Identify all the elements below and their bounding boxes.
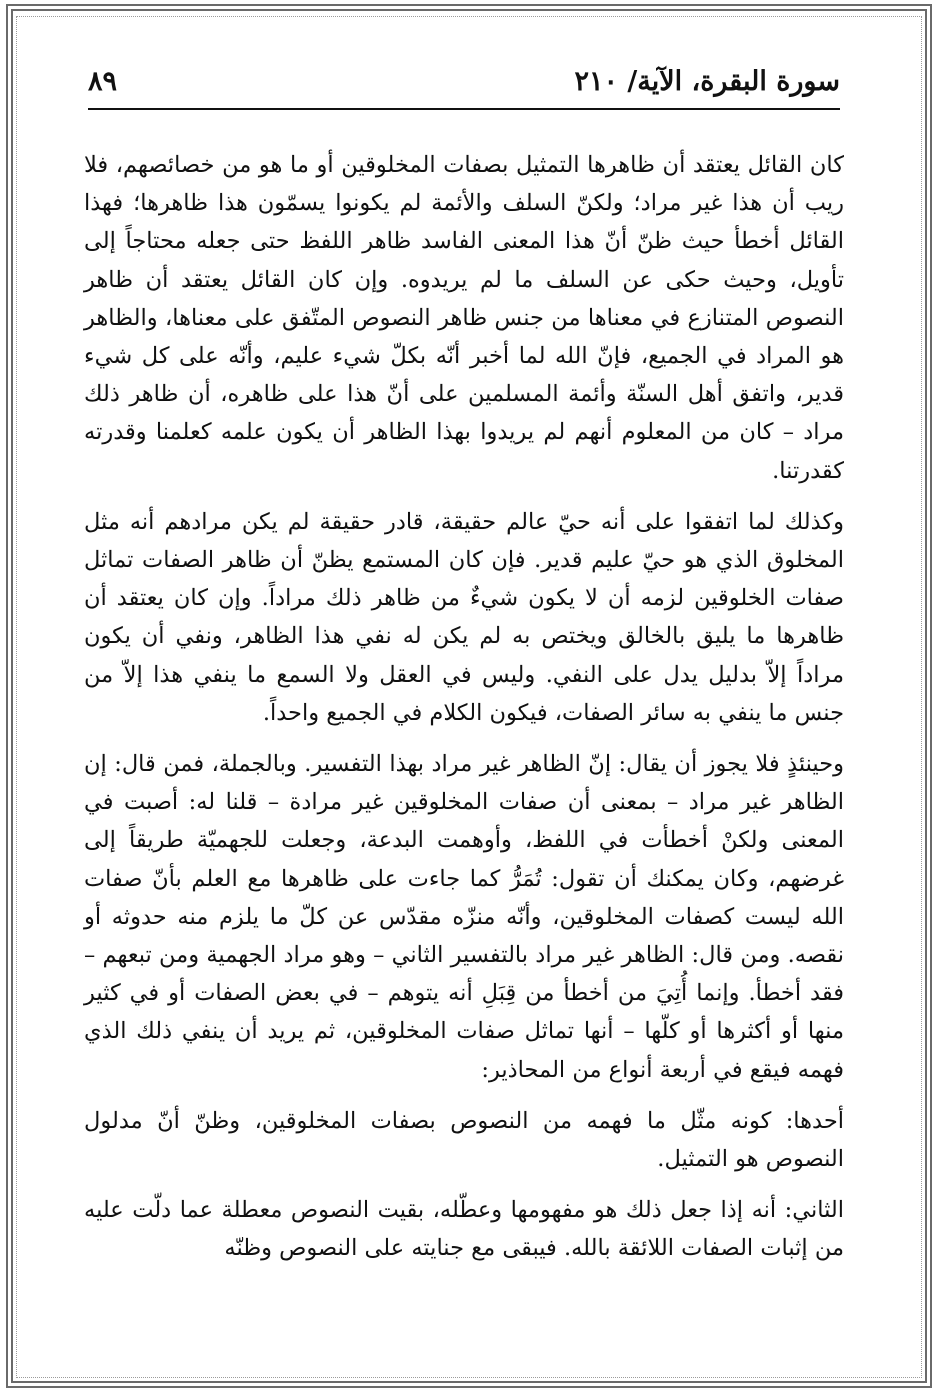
running-header <box>88 62 840 110</box>
page-number: ٨٩ <box>88 66 118 97</box>
surah-verse-title: سورة البقرة، الآية/ ٢١٠ <box>574 66 840 97</box>
paragraph: وحينئذٍ فلا يجوز أن يقال: إنّ الظاهر غير مراد بهذا التفسير. وبالجملة، فمن قال: إن الظاهر غير مراد – بمعنى أن صفات المخلوقين غير مرادة – قلنا له: أصبت في المعنى ولكنْ أخطأت في اللفظ، وأوهمت البدعة، وجعلت للجهميّة طريقاً إلى غرضهم، وكان يمكنك أن تقول: تُمَرُّ كما جاءت على ظاهرها مع العلم بأنّ صفات الله ليست كصفات المخلوقين، وأنّه منزّه مقدّس عن كلّ ما يلزم منه حدوثه أو نقصه. ومن قال: الظاهر غير مراد بالتفسير الثاني – وهو مراد الجهمية ومن تبعهم – فقد أخطأ. وإنما أُتِيَ من أخطأ من قِبَلِ أنه يتوهم – في بعض الصفات أو في كثير منها أو أكثرها أو كلّها – أنها تماثل صفات المخلوقين، ثم يريد أن ينفي ذلك الذي فهمه فيقع في أربعة أنواع من المحاذير: <box>84 751 844 1083</box>
paragraph: كان القائل يعتقد أن ظاهرها التمثيل بصفات المخلوقين أو ما هو من خصائصهم، فلا ريب أن هذا غير مراد؛ ولكنّ السلف والأئمة لم يكونوا يسمّون هذا ظاهرها؛ فهذا القائل أخطأ حيث ظنّ أنّ هذا المعنى الفاسد ظاهر اللفظ حتى جعله محتاجاً إلى تأويل، وحيث حكى عن السلف ما لم يريدوه. وإن كان القائل يعتقد أن ظاهر النصوص المتنازع في معناها من جنس ظاهر النصوص المتّفق على معناها، والظاهر هو المراد في الجميع، فإنّ الله لما أخبر أنّه بكلّ شيء عليم، وأنّه على كل شيء قدير، واتفق أهل السنّة وأئمة المسلمين على أنّ هذا على ظاهره، أن ظاهر ذلك مراد – كان من المعلوم أنهم لم يريدوا بهذا الظاهر أن يكون علمه كعلمنا وقدرته كقدرتنا. <box>84 152 844 484</box>
paragraph: الثاني: أنه إذا جعل ذلك هو مفهومها وعطّله، بقيت النصوص معطلة عما دلّت عليه من إثبات الصفات اللائقة بالله. فيبقى مع جنايته على النصوص وظنّه <box>84 1197 844 1262</box>
paragraph: وكذلك لما اتفقوا على أنه حيّ عالم حقيقة، قادر حقيقة لم يكن مرادهم أنه مثل المخلوق الذي هو حيّ عليم قدير. فإن كان المستمع يظنّ أن ظاهر الصفات تماثل صفات الخلوقين لزمه أن لا يكون شيءٌ من ظاهر ذلك مراداً. وإن كان يعتقد أن ظاهرها ما يليق بالخالق ويختص به لم يكن له نفي هذا الظاهر، ونفي أن يكون مراداً إلاّ بدليل يدل على النفي. وليس في العقل ولا السمع ما ينفي هذا إلاّ من جنس ما ينفي به سائر الصفات، فيكون الكلام في الجميع واحداً. <box>84 508 844 726</box>
paragraph: أحدها: كونه مثّل ما فهمه من النصوص بصفات المخلوقين، وظنّ أنّ مدلول النصوص هو التمثيل. <box>84 1107 844 1173</box>
body-text <box>84 146 844 1281</box>
